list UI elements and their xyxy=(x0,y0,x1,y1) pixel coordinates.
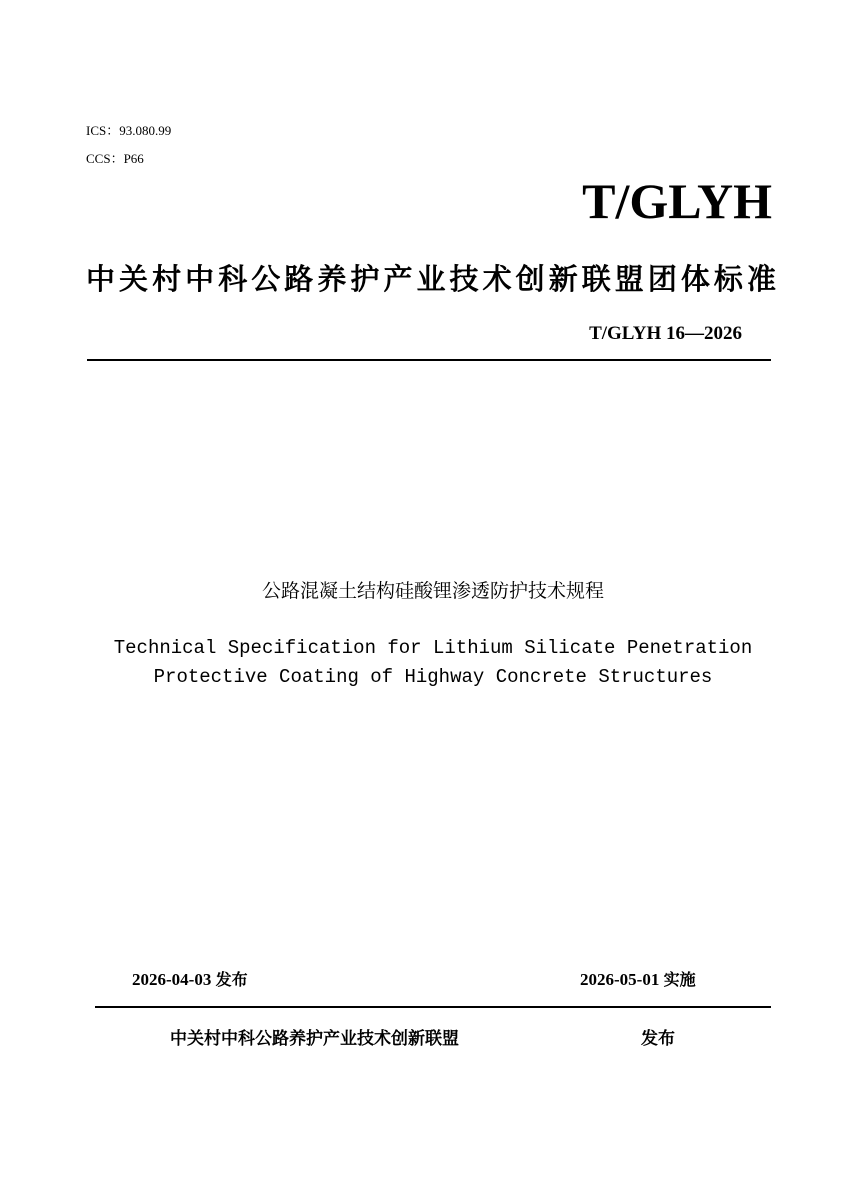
standard-code: T/GLYH xyxy=(582,173,772,229)
document-title-chinese: 公路混凝土结构硅酸锂渗透防护技术规程 xyxy=(261,580,604,602)
bottom-divider xyxy=(95,1006,771,1008)
ccs-code: CCS：P66 xyxy=(86,151,144,166)
publish-date-value: 2026-04-03 xyxy=(132,970,212,989)
ics-code: ICS：93.080.99 xyxy=(86,123,172,138)
document-title-english-line2: Protective Coating of Highway Concrete Structures xyxy=(153,666,713,688)
issuer-name: 中关村中科公路养护产业技术创新联盟 xyxy=(170,1029,459,1049)
document-title-english-line1: Technical Specification for Lithium Silicate Penetration xyxy=(113,637,753,659)
organization-title: 中关村中科公路养护产业技术创新联盟团体标准 xyxy=(86,262,776,296)
implement-date-label: 实施 xyxy=(663,970,696,989)
publish-date xyxy=(132,969,248,991)
top-divider xyxy=(87,359,771,361)
implement-date-value: 2026-05-01 xyxy=(580,970,660,989)
implement-date xyxy=(580,969,696,991)
publish-date-label: 发布 xyxy=(215,970,248,989)
standard-number: T/GLYH 16—2026 xyxy=(589,323,742,344)
issue-label: 发布 xyxy=(641,1029,675,1049)
